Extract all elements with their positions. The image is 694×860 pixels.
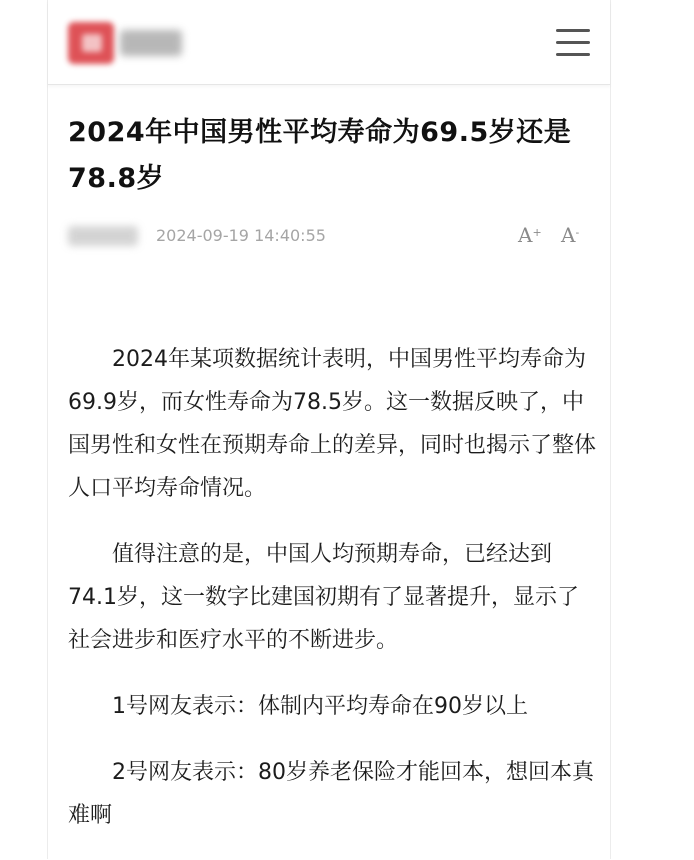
font-increase-letter: A (518, 223, 533, 247)
top-navigation-bar (48, 0, 610, 85)
font-size-increase-button[interactable] (518, 224, 542, 246)
plus-icon: + (532, 226, 542, 239)
article-paragraph: 值得注意的是，中国人均预期寿命，已经达到74.1岁，这一数字比建国初期有了显著提升，显示了社会进步和医疗水平的不断进步。 (68, 542, 579, 653)
article-title: 2024年中国男性平均寿命为69.5岁还是78.8岁 (68, 117, 572, 194)
article-body (68, 338, 596, 860)
brand-logo-icon (68, 22, 114, 64)
site-name-blurred (120, 30, 182, 56)
author-name-blurred (68, 226, 138, 246)
font-decrease-letter: A (561, 223, 576, 247)
article-paragraph: 1号网友表示：体制内平均寿命在90岁以上 (112, 694, 528, 719)
article-paragraph: 2024年某项数据统计表明，中国男性平均寿命为69.9岁，而女性寿命为78.5岁。这一数据反映了，中国男性和女性在预期寿命上的差异，同时也揭示了整体人口平均寿命情况。 (68, 347, 597, 501)
hamburger-menu-icon[interactable] (556, 28, 590, 58)
minus-icon: - (575, 226, 580, 239)
article-meta (68, 222, 588, 250)
mobile-page (47, 0, 611, 859)
article-paragraph: 2号网友表示：80岁养老保险才能回本，想回本真难啊 (68, 760, 594, 828)
publish-timestamp: 2024-09-19 14:40:55 (156, 226, 326, 245)
site-logo[interactable] (68, 22, 188, 64)
font-size-decrease-button[interactable] (561, 224, 579, 246)
